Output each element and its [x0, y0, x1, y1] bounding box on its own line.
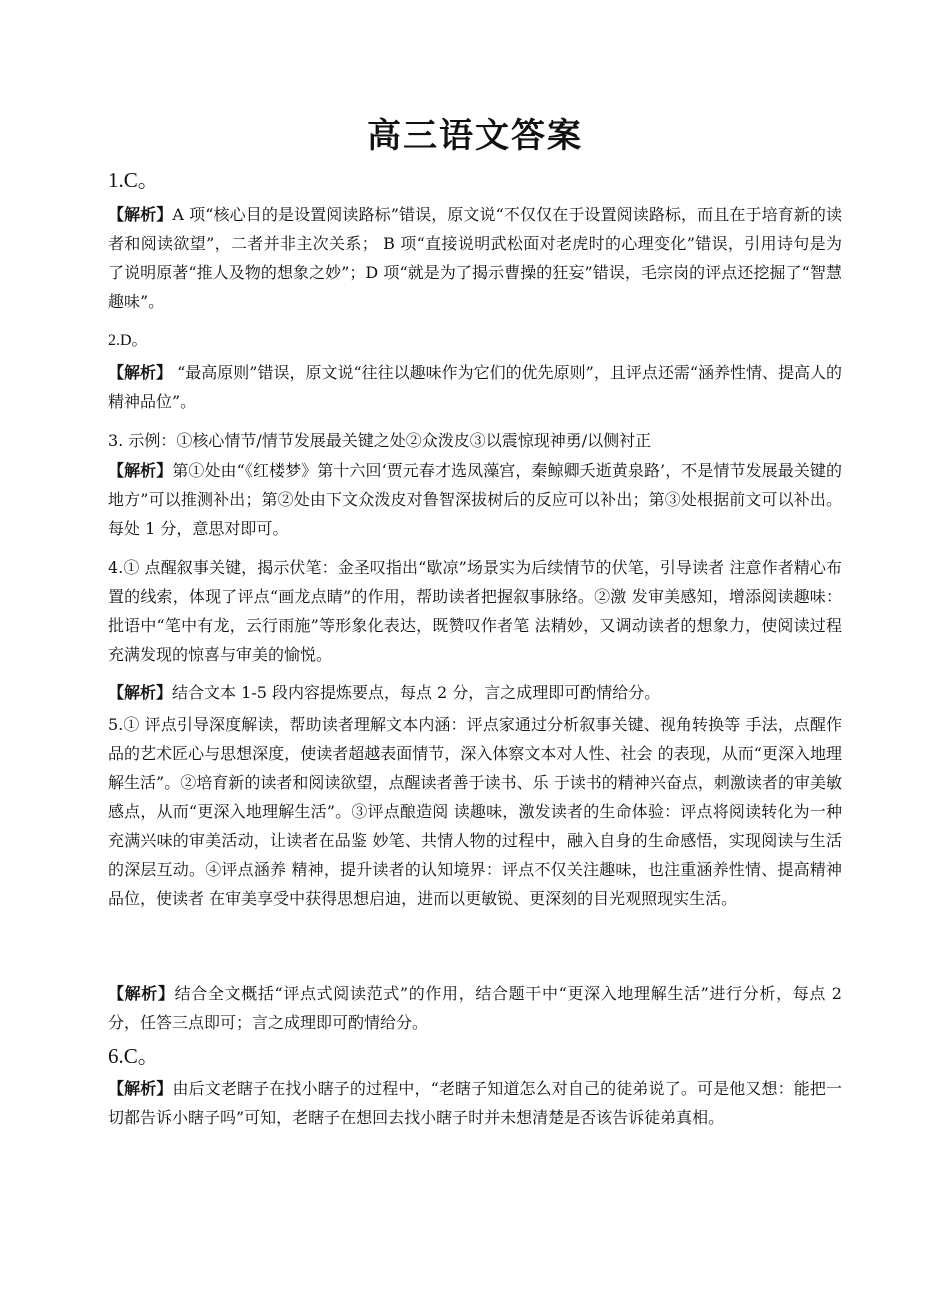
analysis-q4 — [108, 678, 842, 707]
analysis-text: 由后文老瞎子在找小瞎子的过程中，“老瞎子知道怎么对自己的徒弟说了。可是他又想：能把一切都告诉小瞎子吗”可知，老瞎子在想回去找小瞎子时并未想清楚是否该告诉徒弟真相。 — [108, 1079, 842, 1127]
analysis-tag: 【解析】 — [108, 461, 173, 480]
analysis-q6 — [108, 1074, 842, 1132]
answer-q1: 1.C。 — [108, 168, 159, 192]
answer-q3: 3. 示例：①核心情节/情节发展最关键之处②众泼皮③以震惊现神勇/以侧衬正 — [108, 431, 652, 450]
analysis-q1 — [108, 200, 842, 316]
analysis-tag: 【解析】 — [108, 683, 173, 702]
analysis-tag: 【解析】 — [108, 363, 173, 382]
answer-q5: 5.① 评点引导深度解读，帮助读者理解文本内涵：评点家通过分析叙事关键、视角转换等 手法，点醒作品的艺术匠心与思想深度，使读者超越表面情节，深入体察文本对人性、社会 的表现，从而“更深入地理解生活”。②培育新的读者和阅读欲望，点醒读者善于读书、乐 于读书的精神兴奋点，刺激读者的审美敏感点，从而“更深入地理解生活”。③评点酿造阅 读趣味，激发读者的生命体验：评点将阅读转化为一种充满兴味的审美活动，让读者在品鉴 妙笔、共情人物的过程中，融入自身的生命感悟，实现阅读与生活的深层互动。④评点涵养 精神，提升读者的认知境界：评点不仅关注趣味，也注重涵养性情、提高精神品位，使读者 在审美享受中获得思想启迪，进而以更敏锐、更深刻的目光观照现实生活。 — [108, 715, 842, 908]
analysis-tag: 【解析】 — [108, 205, 173, 224]
answer-q4: 4.① 点醒叙事关键，揭示伏笔：金圣叹指出“歇凉”场景实为后续情节的伏笔，引导读者 注意作者精心布置的线索，体现了评点“画龙点睛”的作用，帮助读者把握叙事脉络。②激 发审美感知，增添阅读趣味：批语中“笔中有龙，云行雨施”等形象化表达，既赞叹作者笔 法精妙，又调动读者的想象力，使阅读过程充满发现的惊喜与审美的愉悦。 — [108, 558, 842, 664]
analysis-q5 — [108, 979, 842, 1037]
analysis-text: 结合全文概括“评点式阅读范式”的作用，结合题干中“更深入地理解生活”进行分析，每点 2 分，任答三点即可；言之成理即可酌情给分。 — [108, 984, 842, 1032]
answer-q6: 6.C。 — [108, 1044, 159, 1068]
analysis-tag: 【解析】 — [108, 984, 175, 1003]
page-title: 高三语文答案 — [367, 116, 583, 156]
analysis-text: A 项“核心目的是设置阅读路标”错误，原文说“不仅仅在于设置阅读路标，而且在于培育新的读者和阅读欲望”，二者并非主次关系； B 项“直接说明武松面对老虎时的心理变化”错误，引用诗句是为了说明原著“推人及物的想象之妙”；D 项“就是为了揭示曹操的狂妄”错误，毛宗岗的评点还挖掘了“智慧趣味”。 — [108, 205, 842, 311]
analysis-text: 第①处由“《红楼梦》第十六回‘贾元春才选凤藻宫，秦鲸卿夭逝黄泉路’，不是情节发展最关键的地方”可以推测补出；第②处由下文众泼皮对鲁智深拔树后的反应可以补出；第③处根据前文可以补出。每处 1 分，意思对即可。 — [108, 461, 842, 538]
analysis-text: 结合文本 1-5 段内容提炼要点，每点 2 分，言之成理即可酌情给分。 — [172, 683, 661, 702]
analysis-tag: 【解析】 — [108, 1079, 173, 1098]
analysis-q3 — [108, 456, 842, 543]
answer-q2: 2.D。 — [108, 332, 148, 349]
analysis-q2 — [108, 358, 842, 416]
analysis-text: “最高原则”错误，原文说“往往以趣味作为它们的优先原则”，且评点还需“涵养性情、提高人的精神品位”。 — [108, 363, 843, 411]
